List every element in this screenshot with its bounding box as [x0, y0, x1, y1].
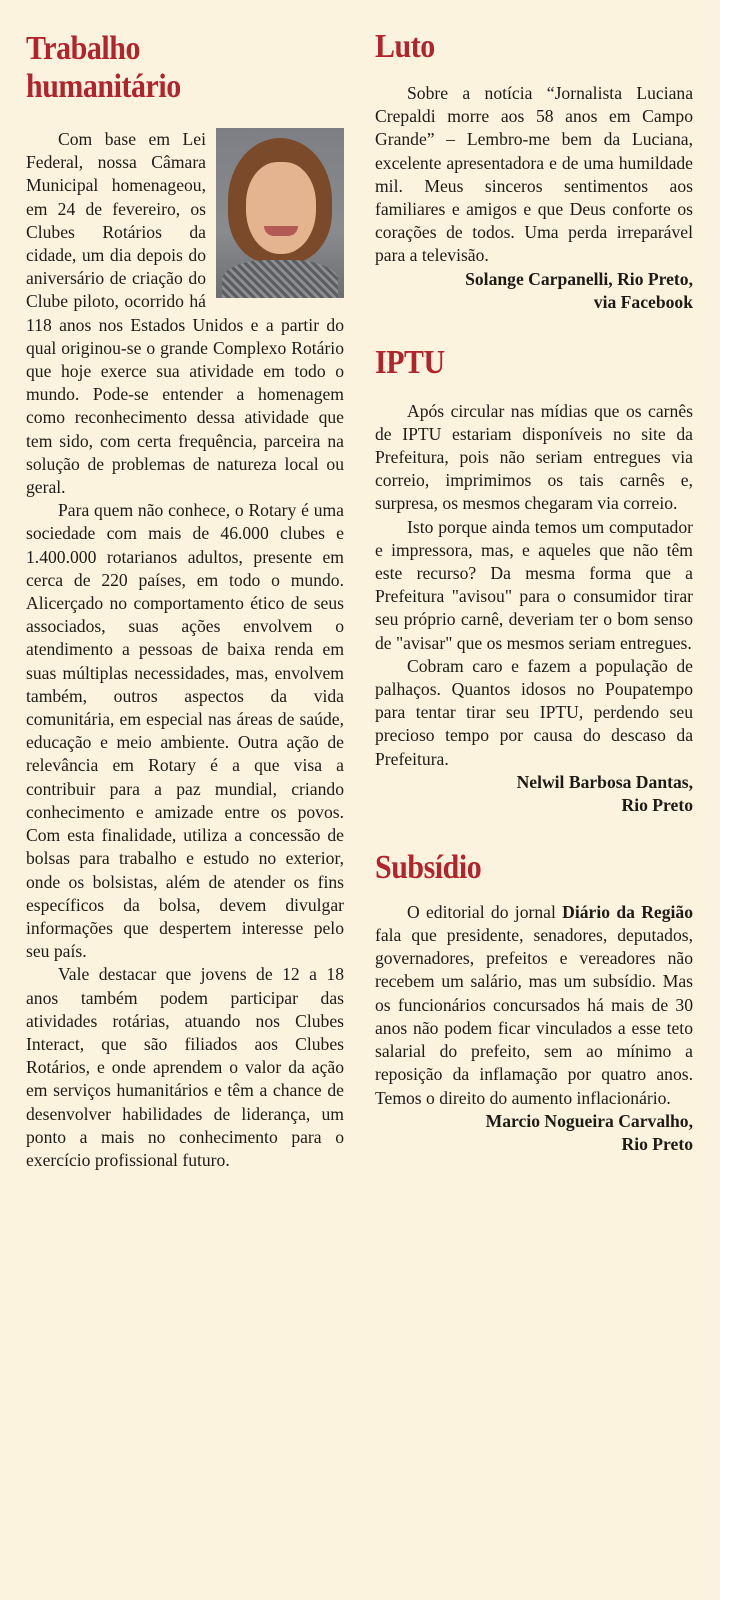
letters-column: [375, 0, 693, 1156]
letter-paragraph: Após circular nas mídias que os carnês de IPTU estariam disponíveis no site da Prefeitura, pois não seriam entregues via correio, imprimimos os tais carnês e, surpresa, os mesmos chegaram via correio.: [375, 400, 693, 514]
author-portrait-photo: [216, 128, 344, 298]
letter-subsidio: [375, 849, 693, 1156]
headline-line-1: Trabalho: [26, 30, 140, 67]
letter-paragraph: [375, 901, 693, 1110]
letter-luto: [375, 28, 693, 314]
article-paragraph: Vale destacar que jovens de 12 a 18 anos também podem participar das atividades rotárias, atuando nos Clubes Interact, que são filiados aos Clubes Rotários, e onde aprendem o valor da ação em serviços humanitários e têm a chance de desenvolver habilidades de liderança, um ponto a mais no conhecimento para o exercício profissional futuro.: [26, 964, 344, 1170]
article-paragraph: Com base em Lei Federal, nossa Câmara Municipal homenageou, em 24 de fevereiro, os Clubes Rotários da cidade, um dia depois do aniversário de criação do Clube piloto, ocorrido há 118 anos nos Estados Unidos e a partir do qual originou-se o grande Complexo Rotário que hoje exerce sua atividade em todo o mundo. Pode-se entender a homenagem como reconhecimento dessa atividade que tem sido, com certa frequência, parceira na solução de problemas de natureza local ou geral.: [26, 129, 344, 498]
letter-signature-name: Marcio Nogueira Carvalho,: [485, 1110, 693, 1131]
letter-signature-city: Rio Preto: [621, 794, 693, 815]
letter-signature-name: Solange Carpanelli, Rio Preto,: [465, 268, 693, 289]
headline-subsidio: Subsídio: [375, 848, 482, 886]
letter-signature-city: Rio Preto: [621, 1133, 693, 1154]
paragraph-intro: O editorial do jornal: [407, 901, 563, 922]
headline-luto: Luto: [375, 28, 435, 65]
headline-line-2: humanitário: [26, 68, 181, 105]
letter-paragraph: Cobram caro e fazem a população de palhaços. Quantos idosos no Poupatempo para tentar tirar seu IPTU, perdendo seu precioso tempo por causa do descaso da Prefeitura.: [375, 655, 693, 769]
headline-iptu: IPTU: [375, 343, 445, 381]
letter-paragraph: Sobre a notícia “Jornalista Luciana Crepaldi morre aos 58 anos em Campo Grande” – Lembro-me bem da Luciana, excelente apresentadora e de uma humildade mil. Meus sinceros sentimentos aos familiares e amigos e que Deus conforte os corações de todos. Uma perda irreparável para a televisão.: [375, 83, 693, 266]
article-paragraph: Para quem não conhece, o Rotary é uma sociedade com mais de 46.000 clubes e 1.400.000 rotarianos adultos, presente em cerca de 220 países, em todo o mundo. Alicerçado no comportamento ético de seus associados, suas ações envolvem o atendimento a pessoas de baixa renda em suas múltiplas necessidades, mas, envolvem também, outros aspectos da vida comunitária, em especial nas áreas de saúde, educação e meio ambiente. Outra ação de relevância em Rotary é a que visa a contribuir para a paz mundial, criando conhecimento e amizade entre os povos. Com esta finalidade, utiliza a concessão de bolsas para trabalho e estudo no exterior, onde os bolsistas, além de atender os fins específicos da bolsa, devem divulgar informações que despertem interesse pelo seu país.: [26, 500, 344, 962]
letter-iptu: [375, 344, 693, 817]
headline-trabalho-humanitario: [26, 30, 306, 106]
newspaper-reference: Diário da Região: [562, 901, 693, 922]
paragraph-body: fala que presidente, senadores, deputados, governadores, prefeitos e vereadores não recebem um salário, mas um subsídio. Mas os funcionários concursados há mais de 30 anos não podem ficar vinculados a esse teto salarial do prefeito, sem ao mínimo a reposição da inflamação por quatro anos. Temos o direito do aumento inflacionário.: [375, 925, 693, 1108]
letter-signature-source: via Facebook: [593, 291, 693, 312]
article-trabalho-humanitario: [26, 0, 344, 1172]
letter-signature-name: Nelwil Barbosa Dantas,: [516, 771, 693, 792]
letter-paragraph: Isto porque ainda temos um computador e impressora, mas, e aqueles que não têm este recurso? Da mesma forma que a Prefeitura "avisou" para o consumidor tirar seu próprio carnê, deveriam ter o bom senso de "avisar" que os mesmos seriam entregues.: [375, 516, 693, 653]
